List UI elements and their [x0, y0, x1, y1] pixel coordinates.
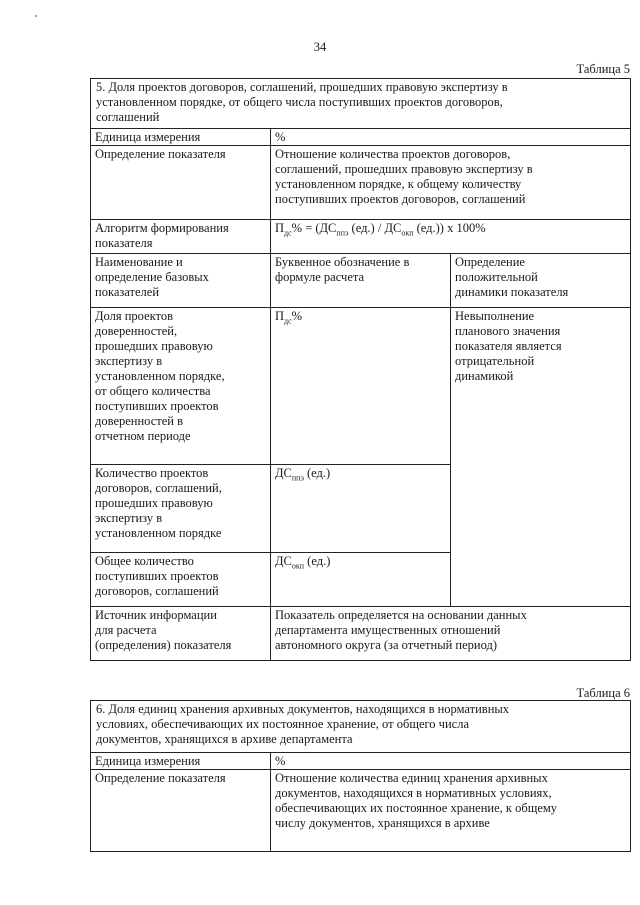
- table5-col-header-dynamics: Определение положительной динамики показателя: [451, 254, 631, 308]
- table5-source-value: Показатель определяется на основании данных департамента имущественных отношений автономного округа (за отчетный период): [271, 607, 631, 661]
- table5-definition-label: Определение показателя: [91, 146, 271, 220]
- table6-unit-label: Единица измерения: [91, 753, 271, 770]
- table6-title: 6. Доля единиц хранения архивных документов, находящихся в нормативных условиях, обеспечивающих их постоянное хранение, от общего числа документов, хранящихся в архиве департамента: [91, 701, 631, 753]
- table6-unit-value: %: [271, 753, 631, 770]
- table5-row-name: Количество проектов договоров, соглашений, прошедших правовую экспертизу в установленном порядке: [91, 465, 271, 553]
- table6-definition-label: Определение показателя: [91, 770, 271, 852]
- table5-definition-value: Отношение количества проектов договоров, соглашений, прошедших правовую экспертизу в установленном порядке, к общему количеству поступивших проектов договоров, соглашений: [271, 146, 631, 220]
- table5-caption: Таблица 5: [576, 62, 630, 76]
- table5-dynamics-text: Невыполнение планового значения показателя является отрицательной динамикой: [451, 308, 631, 607]
- table5-row-symbol: $П_{дс}\%$: [271, 308, 451, 465]
- table5-row-name: Доля проектов доверенностей, прошедших правовую экспертизу в установленном порядке, от общего количества поступивших проектов доверенностей в отчетном периоде: [91, 308, 271, 465]
- table5-row-name: Общее количество поступивших проектов договоров, соглашений: [91, 553, 271, 607]
- table5-row-symbol: $ДС_{окп}$ (ед.): [271, 553, 451, 607]
- table5-algorithm-formula: $П_{дс}\% = (ДС_{ппэ}$ $(ед.) / ДС_{окп}$ (ед.)) х 100%: [271, 220, 631, 254]
- table5: [90, 78, 631, 661]
- table6: [90, 700, 631, 852]
- table5-title: 5. Доля проектов договоров, соглашений, прошедших правовую экспертизу в установленном порядке, от общего числа поступивших проектов договоров, соглашений: [91, 79, 631, 129]
- table5-unit-label: Единица измерения: [91, 129, 271, 146]
- table5-row-symbol: $ДС_{ппэ}$ (ед.): [271, 465, 451, 553]
- table5-col-header-name: Наименование и определение базовых показателей: [91, 254, 271, 308]
- table5-algorithm-label: Алгоритм формирования показателя: [91, 220, 271, 254]
- scan-speck: [35, 15, 37, 17]
- page-number: 34: [313, 40, 327, 54]
- table6-caption: Таблица 6: [576, 686, 630, 700]
- table6-definition-value: Отношение количества единиц хранения архивных документов, находящихся в нормативных условиях, обеспечивающих их постоянное хранение, к общему числу документов, хранящихся в архиве: [271, 770, 631, 852]
- table5-source-label: Источник информации для расчета (определения) показателя: [91, 607, 271, 661]
- table5-unit-value: %: [271, 129, 631, 146]
- table5-col-header-symbol: Буквенное обозначение в формуле расчета: [271, 254, 451, 308]
